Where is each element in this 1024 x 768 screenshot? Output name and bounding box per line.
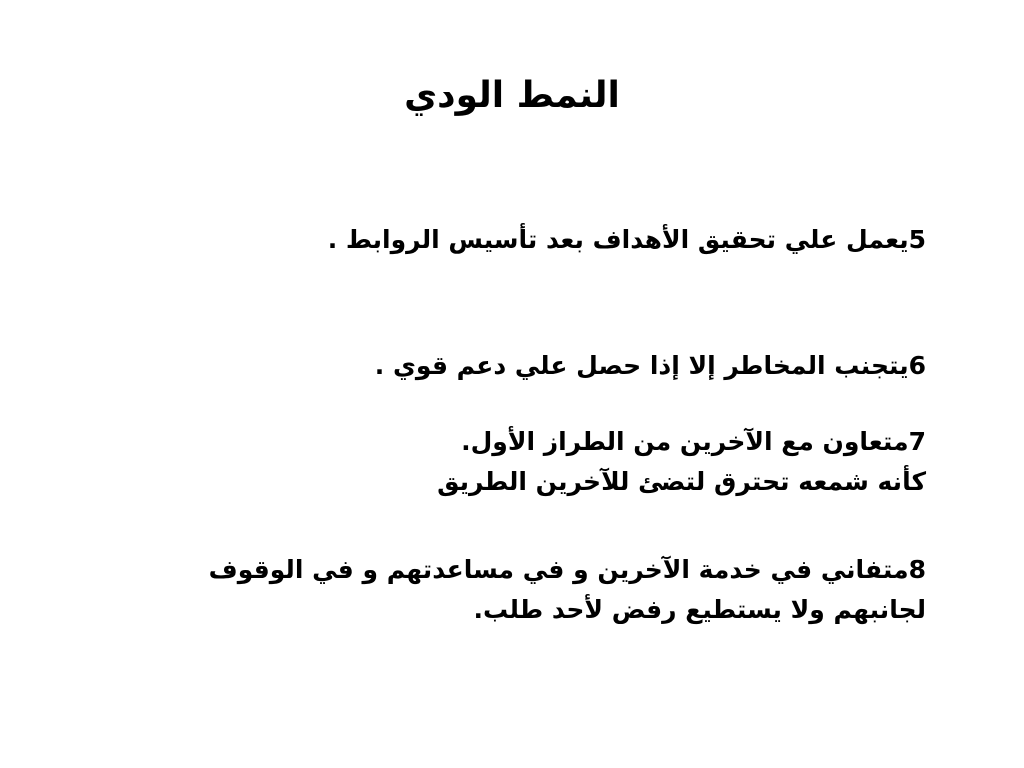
bullet-point-line: 8متفاني في خدمة الآخرين و في مساعدتهم و في الوقوف xyxy=(208,555,926,584)
bullet-point-5 xyxy=(328,220,926,260)
bullet-point-8 xyxy=(209,550,926,630)
bullet-point-line: 6يتجنب المخاطر إلا إذا حصل علي دعم قوي . xyxy=(374,351,926,380)
bullet-point-line: 5يعمل علي تحقيق الأهداف بعد تأسيس الروابط . xyxy=(327,225,926,254)
bullet-point-6 xyxy=(375,346,926,386)
bullet-point-line: كأنه شمعه تحترق لتضئ للآخرين الطريق xyxy=(437,467,926,496)
slide-title: النمط الودي xyxy=(404,75,620,116)
bullet-point-line: لجانبهم ولا يستطيع رفض لأحد طلب. xyxy=(473,595,926,624)
bullet-point-line: 7متعاون مع الآخرين من الطراز الأول. xyxy=(461,427,926,456)
bullet-point-7 xyxy=(437,422,926,502)
